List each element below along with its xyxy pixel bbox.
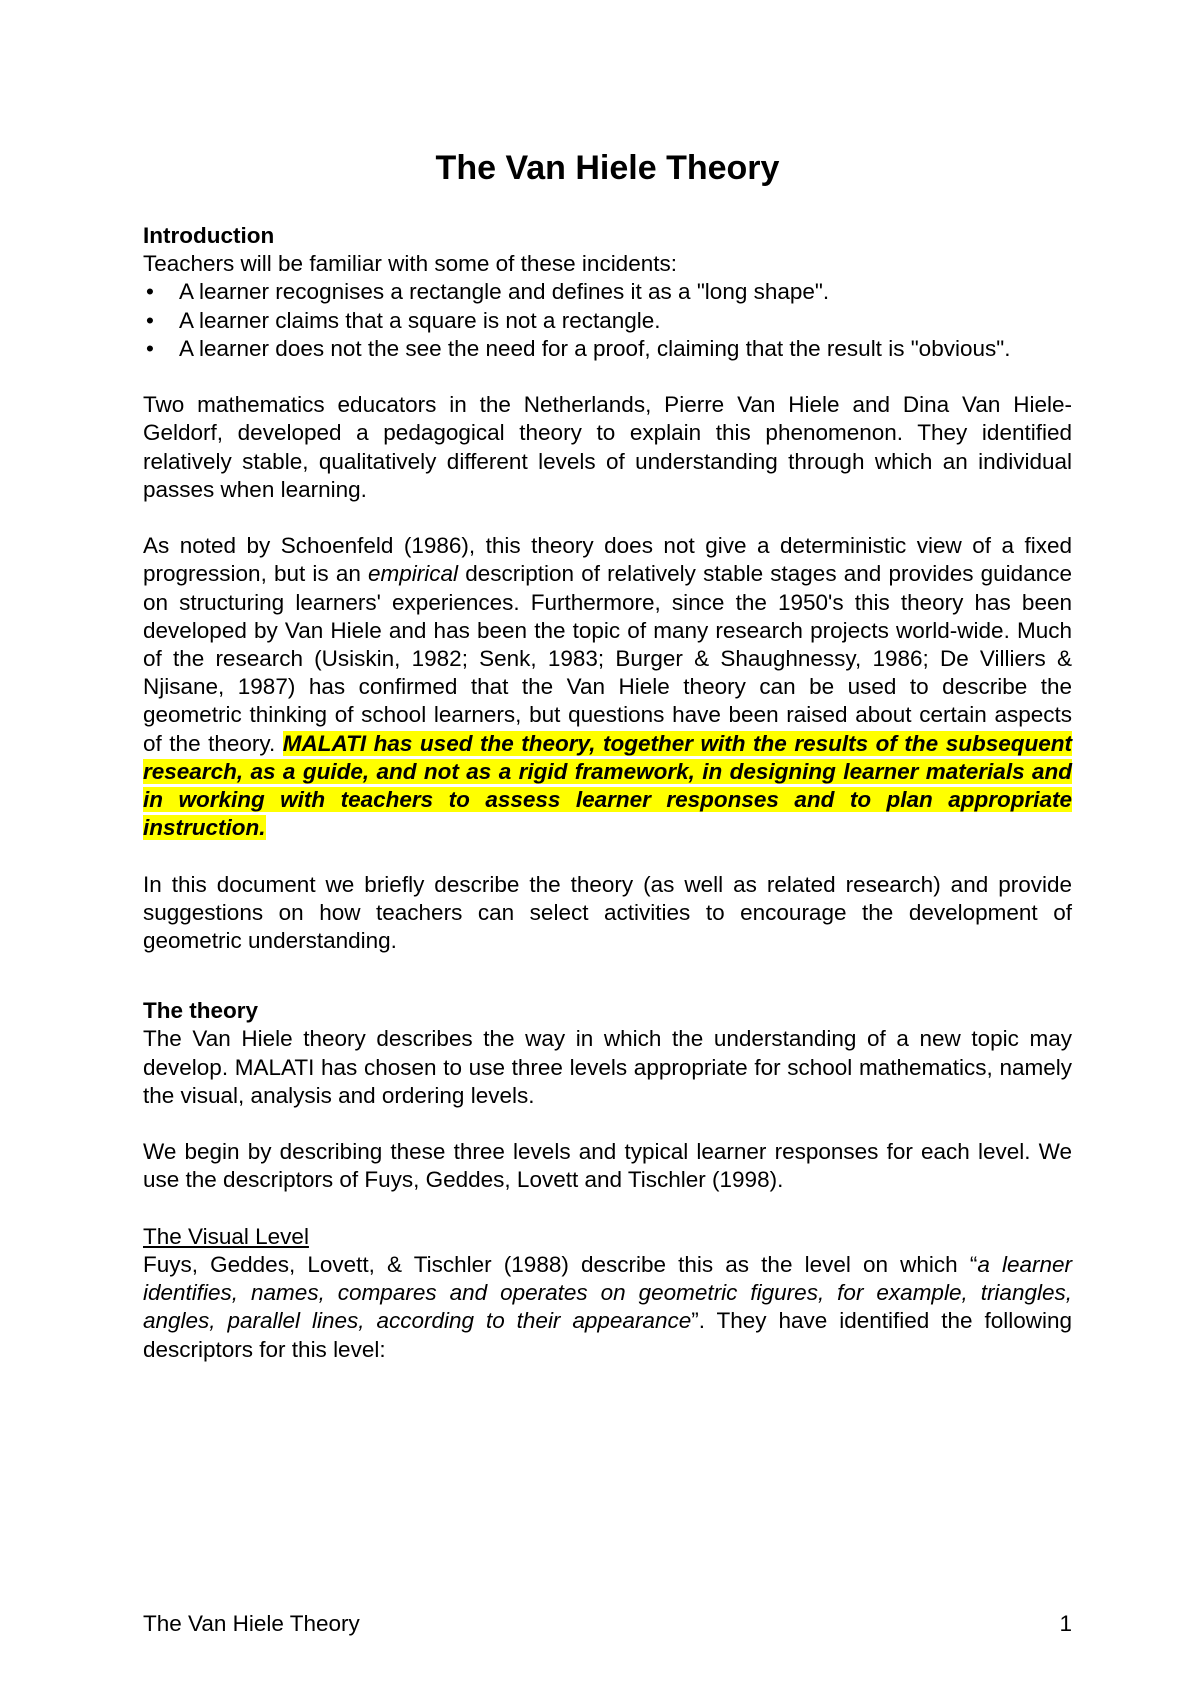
visual-text-2: ”. They have identified the following descriptors for this level: (143, 1308, 1072, 1362)
schoenfeld-paragraph (143, 532, 1072, 842)
malati-highlight: MALATI has used the theory, together with the results of the subsequent research, as a guide, and not as a rigid framework, in designing learner materials and in working with teachers to assess learner responses and to plan appropriate instruction. (143, 730, 1072, 841)
introduction-lead: Teachers will be familiar with some of these incidents: (143, 251, 677, 277)
theory-paragraph: The Van Hiele theory describes the way in which the understanding of a new topic may develop. MALATI has chosen to use three levels appropriate for school mathematics, namely the visual, analysis and ordering levels. (143, 1026, 1072, 1108)
schoenfeld-text-2: description of relatively stable stages and provides guidance on structuring learners' experiences. Furthermore, since the 1950's this theory has been developed by Van Hiele and has been the topic of many research projects world-wide. Much of the research (Usiskin, 1982; Senk, 1983; Burger & Shaughnessy, 1986; De Villiers & Njisane, 1987) has confirmed that the Van Hiele theory can be used to describe the geometric thinking of school learners, but questions have been raised about certain aspects of the theory. (143, 561, 1072, 756)
list-item-text: A learner does not the see the need for a proof, claiming that the result is "obvious". (179, 335, 1011, 361)
page-number: 1 (1059, 1611, 1072, 1636)
bullet-icon: • (146, 307, 154, 333)
incidents-list (143, 278, 1072, 363)
schoenfeld-text-1: As noted by Schoenfeld (1986), this theory does not give a deterministic view of a fixed progression, but is an (143, 533, 1072, 587)
list-item-text: A learner claims that a square is not a rectangle. (179, 307, 661, 333)
visual-text-1: Fuys, Geddes, Lovett, & Tischler (1988) describe this as the level on which “ (143, 1252, 978, 1278)
visual-level-paragraph (143, 1251, 1072, 1364)
list-item (143, 307, 1072, 335)
document-purpose-paragraph: In this document we briefly describe the theory (as well as related research) and provide suggestions on how teachers can select activities to encourage the development of geometric understanding. (143, 871, 1072, 954)
list-item-text: A learner recognises a rectangle and defines it as a "long shape". (179, 279, 830, 305)
page-content (143, 148, 1072, 1364)
levels-paragraph: We begin by describing these three levels and typical learner responses for each level. We use the descriptors of Fuys, Geddes, Lovett and Tischler (1998). (143, 1139, 1072, 1193)
educators-paragraph: Two mathematics educators in the Netherlands, Pierre Van Hiele and Dina Van Hiele-Geldorf, developed a pedagogical theory to explain this phenomenon. They identified relatively stable, qualitatively different levels of understanding through which an individual passes when learning. (143, 392, 1072, 502)
list-item (143, 278, 1072, 306)
page-title: The Van Hiele Theory (435, 149, 780, 187)
list-item (143, 335, 1072, 363)
bullet-icon: • (146, 335, 154, 361)
introduction-heading: Introduction (143, 223, 275, 248)
visual-level-heading: The Visual Level (143, 1223, 309, 1249)
empirical-term: empirical (368, 561, 459, 587)
visual-quote: a learner identifies, names, compares and operates on geometric figures, for example, triangles, angles, parallel lines, according to their appearance (143, 1252, 1072, 1334)
page-footer (143, 1610, 1072, 1638)
theory-heading: The theory (143, 998, 259, 1024)
footer-title: The Van Hiele Theory (143, 1611, 360, 1636)
bullet-icon: • (146, 279, 154, 305)
